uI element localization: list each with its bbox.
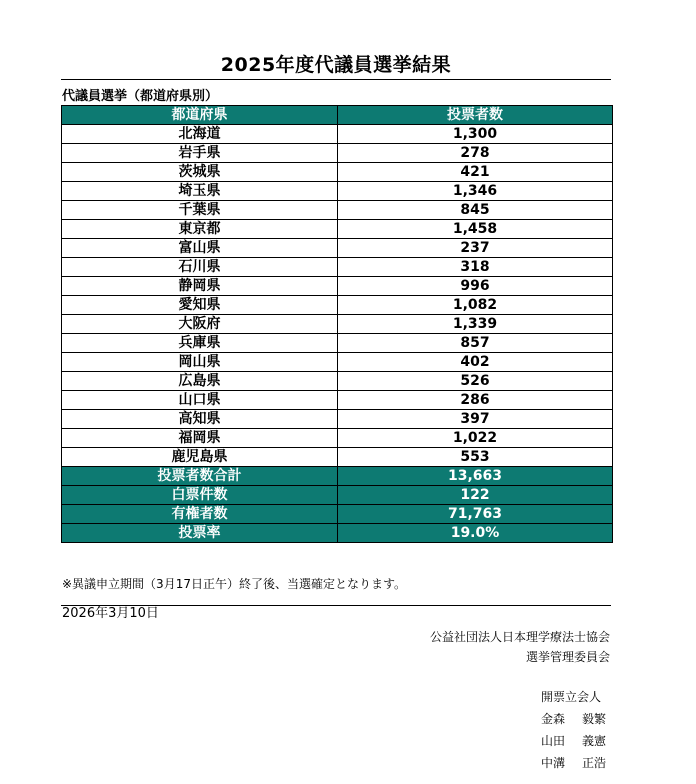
prefecture-cell: 岩手県: [62, 144, 338, 163]
organization-block: [430, 627, 610, 667]
prefecture-cell: 愛知県: [62, 296, 338, 315]
table-row: [62, 277, 613, 296]
summary-label: 白票件数: [62, 486, 338, 505]
table-row: [62, 372, 613, 391]
summary-label: 有権者数: [62, 505, 338, 524]
votes-cell: 1,300: [338, 125, 613, 144]
witness-name: [541, 730, 606, 752]
summary-row: [62, 524, 613, 543]
table-body: [62, 125, 613, 467]
results-table: [61, 105, 613, 543]
votes-cell: 1,082: [338, 296, 613, 315]
summary-row: [62, 486, 613, 505]
witness-surname: 中溝: [541, 756, 566, 770]
summary-label: 投票者数合計: [62, 467, 338, 486]
prefecture-cell: 千葉県: [62, 201, 338, 220]
prefecture-cell: 山口県: [62, 391, 338, 410]
table-row: [62, 182, 613, 201]
summary-row: [62, 505, 613, 524]
objection-note: ※異議申立期間（3月17日正午）終了後、当選確定となります。: [62, 577, 407, 591]
votes-cell: 278: [338, 144, 613, 163]
votes-cell: 553: [338, 448, 613, 467]
table-row: [62, 220, 613, 239]
table-row: [62, 448, 613, 467]
table-summary: [62, 467, 613, 543]
table-header-row: [62, 106, 613, 125]
votes-cell: 526: [338, 372, 613, 391]
votes-cell: 845: [338, 201, 613, 220]
table-row: [62, 201, 613, 220]
witness-surname: 金森: [541, 712, 566, 726]
table-row: [62, 353, 613, 372]
votes-cell: 857: [338, 334, 613, 353]
witness-name: [541, 708, 606, 730]
votes-cell: 1,339: [338, 315, 613, 334]
issue-date: 2026年3月10日: [62, 606, 159, 621]
prefecture-cell: 大阪府: [62, 315, 338, 334]
prefecture-cell: 東京都: [62, 220, 338, 239]
column-header-votes: 投票者数: [338, 106, 613, 125]
witness-given-name: 義憲: [582, 734, 607, 748]
summary-label: 投票率: [62, 524, 338, 543]
votes-cell: 286: [338, 391, 613, 410]
witness-heading: 開票立会人: [541, 690, 602, 704]
witness-list: [541, 708, 606, 774]
prefecture-cell: 高知県: [62, 410, 338, 429]
table-row: [62, 258, 613, 277]
prefecture-cell: 北海道: [62, 125, 338, 144]
prefecture-cell: 兵庫県: [62, 334, 338, 353]
witness-surname: 山田: [541, 734, 566, 748]
prefecture-cell: 茨城県: [62, 163, 338, 182]
votes-cell: 1,346: [338, 182, 613, 201]
table-row: [62, 391, 613, 410]
prefecture-cell: 埼玉県: [62, 182, 338, 201]
summary-value: 71,763: [338, 505, 613, 524]
prefecture-cell: 静岡県: [62, 277, 338, 296]
prefecture-cell: 石川県: [62, 258, 338, 277]
votes-cell: 237: [338, 239, 613, 258]
committee-name: 選挙管理委員会: [525, 650, 610, 664]
table-row: [62, 410, 613, 429]
votes-cell: 402: [338, 353, 613, 372]
summary-value: 19.0%: [338, 524, 613, 543]
votes-cell: 1,458: [338, 220, 613, 239]
table-row: [62, 315, 613, 334]
votes-cell: 397: [338, 410, 613, 429]
summary-value: 122: [338, 486, 613, 505]
witness-block: [541, 686, 606, 774]
votes-cell: 996: [338, 277, 613, 296]
witness-given-name: 毅繁: [582, 712, 607, 726]
votes-cell: 421: [338, 163, 613, 182]
table-row: [62, 296, 613, 315]
title-underline: [61, 79, 611, 80]
prefecture-cell: 鹿児島県: [62, 448, 338, 467]
page-title: 2025年度代議員選挙結果: [220, 54, 452, 76]
summary-row: [62, 467, 613, 486]
prefecture-cell: 富山県: [62, 239, 338, 258]
table-row: [62, 239, 613, 258]
votes-cell: 1,022: [338, 429, 613, 448]
table-caption: 代議員選挙（都道府県別）: [62, 89, 219, 104]
table-row: [62, 429, 613, 448]
table-row: [62, 125, 613, 144]
prefecture-cell: 福岡県: [62, 429, 338, 448]
votes-cell: 318: [338, 258, 613, 277]
prefecture-cell: 岡山県: [62, 353, 338, 372]
table-row: [62, 334, 613, 353]
witness-given-name: 正浩: [582, 756, 607, 770]
table-row: [62, 163, 613, 182]
prefecture-cell: 広島県: [62, 372, 338, 391]
table-row: [62, 144, 613, 163]
summary-value: 13,663: [338, 467, 613, 486]
column-header-prefecture: 都道府県: [62, 106, 338, 125]
organization-name: 公益社団法人日本理学療法士協会: [429, 630, 610, 644]
witness-name: [541, 752, 606, 774]
